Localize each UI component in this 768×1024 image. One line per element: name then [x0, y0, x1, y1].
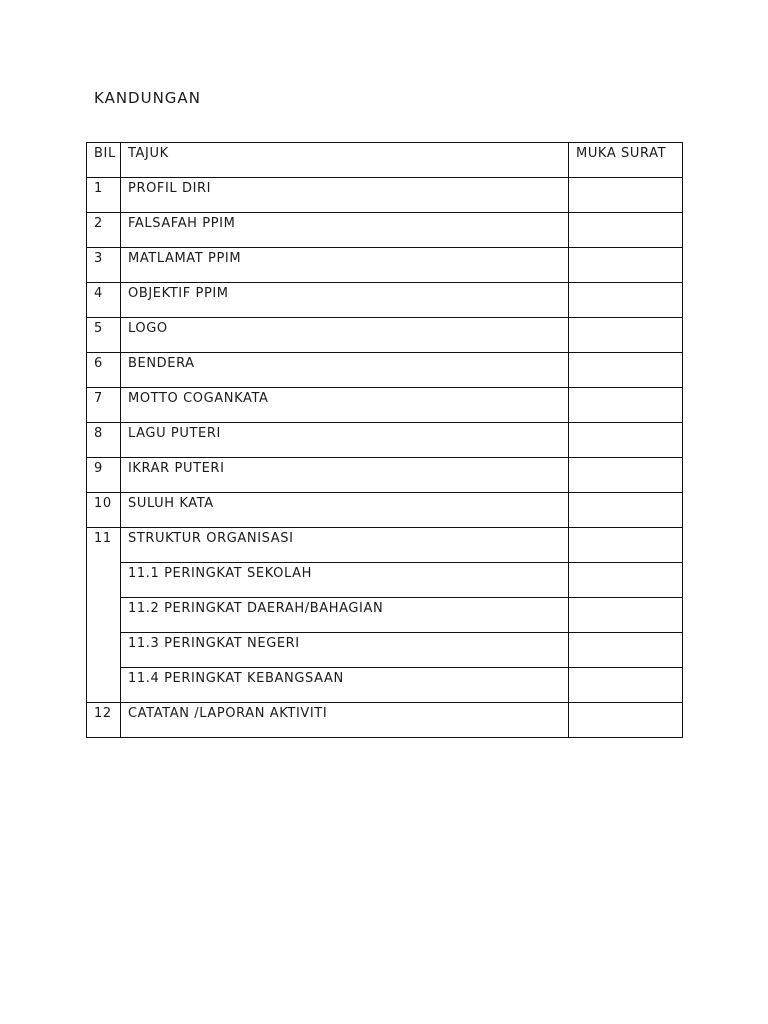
row-muka-surat — [569, 528, 683, 563]
row-muka-surat-value — [569, 668, 682, 672]
row-tajuk-value: MATLAMAT PPIM — [128, 251, 242, 266]
row-muka-surat-value — [569, 703, 682, 707]
row-muka-surat-value — [569, 213, 682, 217]
table-row — [87, 318, 683, 353]
row-tajuk-value: 11.1 PERINGKAT SEKOLAH — [128, 566, 312, 581]
row-bil — [87, 703, 121, 738]
row-muka-surat-value — [569, 458, 682, 462]
page-title: KANDUNGAN — [94, 89, 201, 107]
table-row — [87, 703, 683, 738]
row-muka-surat — [569, 458, 683, 493]
row-muka-surat-value — [569, 353, 682, 357]
table-row — [87, 633, 683, 668]
row-muka-surat — [569, 633, 683, 668]
table-row — [87, 283, 683, 318]
row-tajuk — [121, 668, 569, 703]
row-muka-surat — [569, 423, 683, 458]
row-bil-value: 10 — [94, 496, 112, 511]
row-muka-surat — [569, 213, 683, 248]
row-muka-surat — [569, 668, 683, 703]
row-muka-surat-value — [569, 178, 682, 182]
row-muka-surat-value — [569, 388, 682, 392]
row-tajuk-value: PROFIL DIRI — [128, 181, 212, 196]
row-bil — [87, 388, 121, 423]
row-tajuk-value: OBJEKTIF PPIM — [128, 286, 229, 301]
table-row — [87, 528, 683, 563]
row-bil-value: 9 — [94, 461, 103, 476]
row-bil-value: 2 — [94, 216, 103, 231]
row-muka-surat — [569, 248, 683, 283]
row-bil — [87, 283, 121, 318]
row-bil — [87, 178, 121, 213]
table-row — [87, 388, 683, 423]
row-tajuk — [121, 353, 569, 388]
table-row — [87, 493, 683, 528]
row-bil — [87, 423, 121, 458]
row-muka-surat — [569, 353, 683, 388]
row-tajuk — [121, 703, 569, 738]
row-tajuk — [121, 633, 569, 668]
table-row — [87, 563, 683, 598]
row-muka-surat-value — [569, 528, 682, 532]
table-row — [87, 248, 683, 283]
row-muka-surat — [569, 493, 683, 528]
row-tajuk-value: BENDERA — [128, 356, 195, 371]
row-tajuk — [121, 458, 569, 493]
row-muka-surat-value — [569, 598, 682, 602]
row-muka-surat-value — [569, 493, 682, 497]
header-tajuk-label: TAJUK — [128, 146, 169, 161]
row-muka-surat — [569, 388, 683, 423]
row-bil — [87, 458, 121, 493]
row-bil-value: 8 — [94, 426, 103, 441]
row-bil-value: 12 — [94, 706, 112, 721]
row-muka-surat-value — [569, 318, 682, 322]
row-tajuk — [121, 493, 569, 528]
row-tajuk-value: IKRAR PUTERI — [128, 461, 225, 476]
row-bil-value: 7 — [94, 391, 103, 406]
row-tajuk-value: LOGO — [128, 321, 168, 336]
row-tajuk — [121, 213, 569, 248]
table-row — [87, 178, 683, 213]
row-muka-surat — [569, 318, 683, 353]
row-bil — [87, 213, 121, 248]
row-bil-value: 1 — [94, 181, 103, 196]
header-bil-label: BIL — [94, 146, 116, 161]
header-muka-surat-label: MUKA SURAT — [576, 146, 667, 161]
row-tajuk-value: MOTTO COGANKATA — [128, 391, 269, 406]
row-muka-surat-value — [569, 563, 682, 567]
table-row — [87, 668, 683, 703]
row-tajuk-value: STRUKTUR ORGANISASI — [128, 531, 294, 546]
row-tajuk — [121, 283, 569, 318]
row-muka-surat — [569, 598, 683, 633]
row-tajuk — [121, 423, 569, 458]
contents-table — [86, 142, 683, 738]
header-tajuk — [121, 143, 569, 178]
row-tajuk-value: 11.3 PERINGKAT NEGERI — [128, 636, 300, 651]
row-bil — [87, 353, 121, 388]
table-row — [87, 598, 683, 633]
row-muka-surat — [569, 703, 683, 738]
row-muka-surat — [569, 178, 683, 213]
row-bil-value: 3 — [94, 251, 103, 266]
row-tajuk — [121, 388, 569, 423]
table-row — [87, 213, 683, 248]
row-muka-surat-value — [569, 283, 682, 287]
table-row — [87, 458, 683, 493]
row-tajuk — [121, 178, 569, 213]
row-bil — [87, 493, 121, 528]
row-tajuk-value: SULUH KATA — [128, 496, 214, 511]
row-muka-surat-value — [569, 633, 682, 637]
table-row — [87, 353, 683, 388]
row-tajuk-value: LAGU PUTERI — [128, 426, 221, 441]
row-tajuk — [121, 598, 569, 633]
row-muka-surat — [569, 563, 683, 598]
row-muka-surat-value — [569, 423, 682, 427]
row-tajuk-value: 11.4 PERINGKAT KEBANGSAAN — [128, 671, 344, 686]
table-row — [87, 423, 683, 458]
row-muka-surat — [569, 283, 683, 318]
row-tajuk — [121, 318, 569, 353]
row-tajuk-value: FALSAFAH PPIM — [128, 216, 236, 231]
row-bil-value: 6 — [94, 356, 103, 371]
row-bil — [87, 528, 121, 703]
row-bil-value: 11 — [94, 531, 112, 546]
row-tajuk — [121, 563, 569, 598]
row-bil — [87, 248, 121, 283]
row-tajuk-value: CATATAN /LAPORAN AKTIVITI — [128, 706, 328, 721]
row-tajuk-value: 11.2 PERINGKAT DAERAH/BAHAGIAN — [128, 601, 384, 616]
row-tajuk — [121, 248, 569, 283]
table-header-row — [87, 143, 683, 178]
row-tajuk — [121, 528, 569, 563]
row-bil-value: 5 — [94, 321, 103, 336]
row-bil — [87, 318, 121, 353]
row-bil-value: 4 — [94, 286, 103, 301]
row-muka-surat-value — [569, 248, 682, 252]
header-bil — [87, 143, 121, 178]
header-muka-surat — [569, 143, 683, 178]
